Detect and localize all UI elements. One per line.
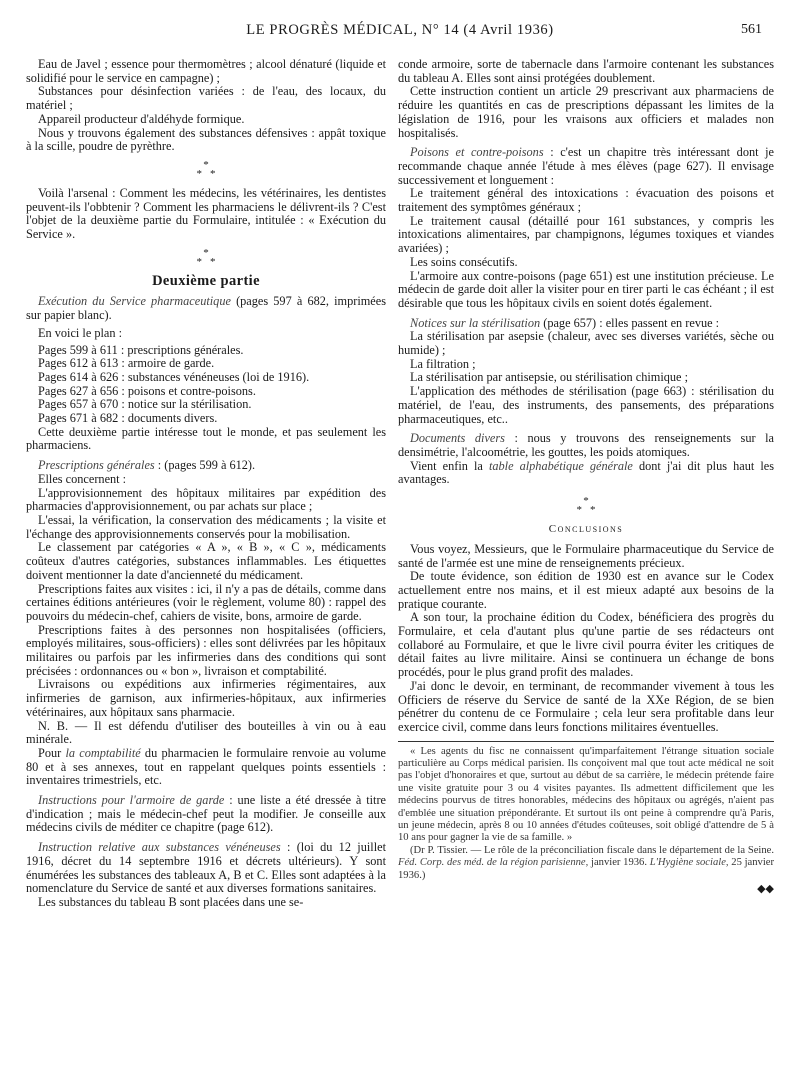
- plan-item: Pages 599 à 611 : prescriptions générales.: [38, 342, 244, 357]
- paragraph: Nous y trouvons également des substances défensives : appât toxique à la scille, poudre de pyrèthre.: [26, 125, 386, 154]
- paragraph: Prescriptions générales : (pages 599 à 612).: [38, 458, 256, 473]
- paragraph: En voici le plan :: [38, 325, 123, 340]
- italic-title: Prescriptions générales: [38, 458, 155, 473]
- running-title: LE PROGRÈS MÉDICAL, N° 14 (4 Avril 1936): [246, 22, 554, 38]
- plan-item: Pages 657 à 670 : notice sur la stérilisation.: [38, 397, 252, 412]
- footnote-box: [398, 741, 774, 897]
- paragraph: A son tour, la prochaine édition du Codex, bénéficiera des progrès du Formulaire, et cela d'autant plus qu'une partie de ses rédacteurs ont collaboré au Formulaire, et que le livre civil pourra éviter les critiques de détail faites au livre militaire. Ainsi se continuera un échange de bons procédés, pour le plus grand profit des malades.: [398, 610, 774, 680]
- paragraph: J'ai donc le devoir, en terminant, de recommander vivement à tous les Officiers de réserve du Service de santé de la XXe Région, de se bien pénétrer du contenu de ce Formulaire ; cela leur sera profitable dans leur exercice civil, comme dans leurs fonctions militaires éventuelles.: [398, 678, 774, 734]
- page-number: 561: [741, 22, 762, 37]
- paragraph: Poisons et contre-poisons : c'est un chapitre très intéressant dont je recommande chaque année l'étude à mes élèves (page 627). Il envisage successivement et longuement :: [398, 145, 774, 187]
- paragraph: De toute évidence, son édition de 1930 est en avance sur le Codex actuellement entre nos mains, et il est mieux adapté aux besoins de la pratique courante.: [398, 569, 774, 611]
- paragraph: L'application des méthodes de stérilisation (page 663) : stérilisation du matériel, de l'eau, des instruments, des pansements, des préparations pharmaceutiques, etc..: [398, 384, 774, 426]
- paragraph: La stérilisation par antisepsie, ou stérilisation chimique ;: [410, 370, 688, 385]
- italic-title: Notices sur la stérilisation: [410, 315, 541, 330]
- paragraph: Cette instruction contient un article 29 prescrivant aux pharmaciens de réduire les quantités en cas de prescriptions dépassant les limites de la législation de 1916, pour les vraisons aux officiers et malades non hospitalisés.: [398, 84, 774, 140]
- paragraph: Le traitement causal (détaillé pour 161 substances, y compris les intoxications alimentaires, par champignons, légumes toxiques et viandes avariées) ;: [398, 213, 774, 256]
- paragraph: La filtration ;: [410, 356, 476, 371]
- paragraph: L'armoire aux contre-poisons (page 651) est une institution précieuse. Le médecin de garde doit aller la visiter pour en tirer parti le cas échéant ; il est désirable que tous les hôpitaux civils en soient dotés également.: [398, 268, 774, 310]
- paragraph: Cette deuxième partie intéresse tout le monde, et pas seulement les pharmaciens.: [26, 424, 386, 453]
- plan-item: Pages 671 à 682 : documents divers.: [38, 411, 218, 426]
- section-asterism: * **: [196, 246, 224, 268]
- paragraph: N. B. — Il est défendu d'utiliser des bouteilles à vin ou à eau minérale.: [26, 718, 386, 747]
- paragraph: conde armoire, sorte de tabernacle dans l'armoire contenant les substances du tableau A. Elles sont ainsi protégées doublement.: [398, 57, 774, 85]
- paragraph: Vous voyez, Messieurs, que le Formulaire pharmaceutique du Service de santé de l'armée est une mine de renseignements précieux.: [398, 541, 774, 570]
- page-header: [0, 22, 800, 46]
- section-heading: Conclusions: [548, 523, 624, 536]
- paragraph: Eau de Javel ; essence pour thermomètres ; alcool dénaturé (liquide et solidifié pour le service en campagne) ;: [26, 57, 386, 85]
- paragraph: Les soins consécutifs.: [410, 254, 518, 269]
- paragraph: Appareil producteur d'aldéhyde formique.: [38, 111, 245, 126]
- italic-title: Exécution du Service pharmaceutique: [38, 294, 231, 309]
- paragraph: Documents divers : nous y trouvons des renseignements sur la densimétrie, l'alcoométrie, les gouttes, les poids atomiques.: [398, 431, 774, 459]
- paragraph: Elles concernent :: [38, 471, 127, 486]
- section-heading: Deuxième partie: [152, 272, 260, 289]
- paragraph: Prescriptions faites aux visites : ici, il n'y a pas de détails, comme dans certaines éditions antérieures (voir le règlement, volume 80) : rappel des pouvoirs du médecin-chef, cahiers de visite, bons, armoire de garde.: [26, 581, 386, 623]
- plan-list: [38, 344, 386, 426]
- paragraph: Prescriptions faites à des personnes non hospitalisées (officiers, employés militaires, sous-officiers) : elles sont délivrées par les hôpitaux militaires ou parfois par les infirmeries dans des conditions qui sont précisées : ordonnances ou « bon », livraison et comptabilité.: [26, 622, 386, 678]
- paragraph: Les substances du tableau B sont placées dans une se-: [38, 894, 304, 909]
- italic-title: la comptabilité: [65, 745, 141, 760]
- paragraph: Notices sur la stérilisation (page 657) : elles passent en revue :: [410, 315, 720, 330]
- section-asterism: * **: [576, 495, 604, 517]
- paragraph: Substances pour désinfection variées : de l'eau, des locaux, du matériel ;: [26, 84, 386, 113]
- paragraph: Instructions pour l'armoire de garde : une liste a été dressée à titre d'indication ; mais le médecin-chef peut la modifier. Je conseille aux médecins civils de méditer ce chapitre (page 612).: [26, 793, 386, 835]
- footnote-citation: (Dr P. Tissier. — Le rôle de la préconciliation fiscale dans le département de la Seine. Féd. Corp. des méd. de la région parisienne, janvier 1936. L'Hygiène sociale, 25 janvier 1936.): [398, 844, 774, 881]
- italic-title: table alphabétique générale: [488, 458, 633, 473]
- plan-item: Pages 614 à 626 : substances vénéneuses (loi de 1916).: [38, 369, 310, 384]
- paragraph: Instruction relative aux substances vénéneuses : (loi du 12 juillet 1916, décret du 14 septembre 1916 et décrets ultérieurs). Y sont énumérées les substances des tableaux A, B et C. Elles sont adaptées à la nomenclature du Service de santé et aux diverses formations sanitaires.: [26, 840, 386, 896]
- paragraph: Exécution du Service pharmaceutique (pages 597 à 682, imprimées sur papier blanc).: [26, 294, 386, 323]
- section-asterism: * **: [196, 158, 224, 180]
- paragraph: La stérilisation par asepsie (chaleur, avec ses diverses variétés, sèche ou humide) ;: [398, 329, 774, 358]
- footnote-quote: « Les agents du fisc ne connaissent qu'imparfaitement l'étrange situation sociale particulière au Corps médical parisien. Ils conçoivent mal que tout acte médical ne soit pas l'objet d'honoraires et que, surtout au début de sa carrière, le médecin prétende faire une visite gratuite pour 3 ou 4 visites payantes. Ils admettent difficilement que les médecins pourvus de titres honorables, médecins des hôpitaux ou agrégés, n'aient pas d'emblée une situation prépondérante. Et surtout ils ont peine à comprendre qu'à Paris, un jeune médecin, après 8 ou 10 années d'études coûteuses, soit obligé d'attendre de 5 à 10 ans pour gagner la vie de sa famille. »: [398, 745, 774, 844]
- italic-title: Documents divers: [410, 431, 505, 446]
- paragraph: Le traitement général des intoxications : évacuation des poisons et traitement des symptômes généraux ;: [398, 186, 774, 215]
- paragraph: Vient enfin la table alphabétique générale dont j'ai dit plus haut les avantages.: [398, 458, 774, 487]
- right-column: [398, 58, 774, 897]
- paragraph: L'approvisionnement des hôpitaux militaires par expédition des pharmacies d'approvisionnement, ou par achats sur place ;: [26, 485, 386, 514]
- italic-title: Poisons et contre-poisons: [410, 145, 544, 160]
- italic-title: Instruction relative aux substances vénéneuses: [38, 840, 281, 855]
- plan-item: Pages 627 à 656 : poisons et contre-poisons.: [38, 383, 256, 398]
- paragraph: Voilà l'arsenal : Comment les médecins, les vétérinaires, les dentistes peuvent-ils l'obbtenir ? Comment les pharmaciens le délivrent-ils ? C'est l'objet de la deuxième partie du Formulaire, intitulée : « Exécution du Service ».: [26, 185, 386, 242]
- ornament: ◆◆: [757, 883, 774, 896]
- paragraph: Livraisons ou expéditions aux infirmeries régimentaires, aux infirmeries de garnison, aux infirmeries-hôpitaux, aux infirmeries vétérinaires, aux hôpitaux sans pharmacie.: [26, 677, 386, 719]
- paragraph: L'essai, la vérification, la conservation des médicaments ; la visite et l'échange des approvisionnements conservés pour la mobilisation.: [26, 512, 386, 541]
- plan-item: Pages 612 à 613 : armoire de garde.: [38, 356, 215, 371]
- italic-title: Instructions pour l'armoire de garde: [38, 793, 225, 808]
- paragraph: Pour la comptabilité du pharmacien le formulaire renvoie au volume 80 et à ses annexes, tout en rappelant quelques points essentiels : inventaires trimestriels, etc.: [26, 745, 386, 788]
- left-column: [26, 58, 386, 910]
- paragraph: Le classement par catégories « A », « B », « C », médicaments coûteux d'autres catégories, substances inflammables. Les étiquettes doivent mentionner la date d'ancienneté du médicament.: [26, 540, 386, 582]
